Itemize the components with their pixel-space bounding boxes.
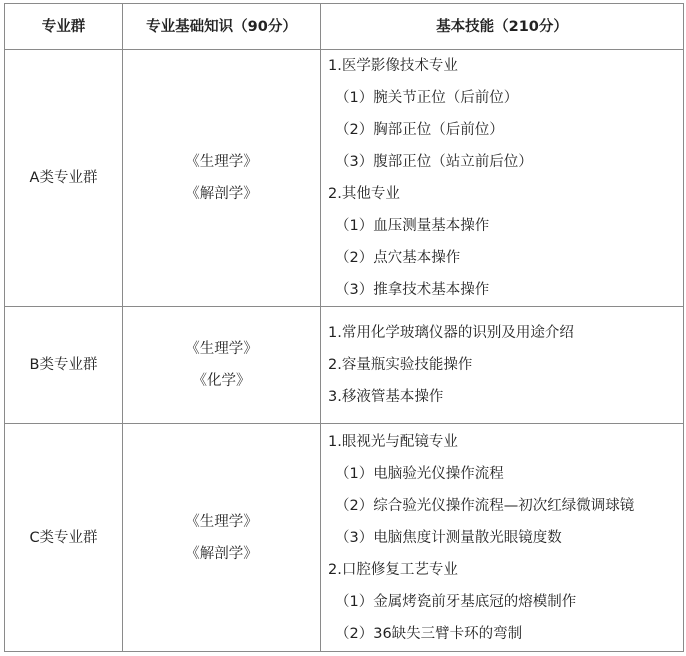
skill-subitem: （1）血压测量基本操作 [335, 218, 490, 234]
base-knowledge-cell [123, 50, 321, 307]
skill-item: 2.口腔修复工艺专业 [328, 561, 458, 578]
basic-skills-cell [321, 307, 684, 424]
header-group: 专业群 [5, 4, 123, 50]
header-base-knowledge: 专业基础知识（90分） [123, 4, 321, 50]
textbook-title: 《生理学》 [185, 513, 258, 530]
skill-subitem: （1）腕关节正位（后前位） [335, 90, 519, 106]
skills-list [328, 317, 683, 413]
skill-subitem: （3）腹部正位（站立前后位） [335, 154, 533, 170]
skill-subitem: （1）金属烤瓷前牙基底冠的熔模制作 [335, 593, 577, 610]
textbook-title: 《化学》 [192, 373, 251, 389]
skills-list [328, 50, 683, 306]
skills-list [328, 426, 683, 650]
skill-subitem: （3）推拿技术基本操作 [335, 282, 490, 298]
table-body [5, 50, 684, 652]
table-row [5, 424, 684, 652]
skill-subitem: （3）电脑焦度计测量散光眼镜度数 [335, 529, 562, 546]
textbook-title: 《解剖学》 [185, 545, 258, 562]
basic-skills-cell [321, 424, 684, 652]
basic-skills-cell [321, 50, 684, 307]
skill-subitem: （2）点穴基本操作 [335, 250, 461, 266]
skill-item: 1.常用化学玻璃仪器的识别及用途介绍 [328, 325, 574, 341]
group-name-cell: C类专业群 [5, 424, 123, 652]
table-row [5, 50, 684, 307]
exam-content-table [4, 3, 684, 652]
skill-item: 2.容量瓶实验技能操作 [328, 357, 473, 373]
base-knowledge-cell [123, 424, 321, 652]
textbook-title: 《解剖学》 [185, 186, 258, 202]
group-name-cell: A类专业群 [5, 50, 123, 307]
skill-subitem: （1）电脑验光仪操作流程 [335, 465, 504, 482]
textbook-title: 《生理学》 [185, 154, 258, 170]
table-row [5, 307, 684, 424]
skill-item: 2.其他专业 [328, 186, 400, 202]
skill-subitem: （2）综合验光仪操作流程—初次红绿微调球镜 [335, 497, 635, 514]
skill-item: 3.移液管基本操作 [328, 389, 444, 405]
skill-subitem: （2）36缺失三臂卡环的弯制 [335, 625, 523, 642]
skill-item: 1.医学影像技术专业 [328, 58, 458, 74]
group-name-cell: B类专业群 [5, 307, 123, 424]
textbook-title: 《生理学》 [185, 341, 258, 357]
skill-subitem: （2）胸部正位（后前位） [335, 122, 504, 138]
base-knowledge-cell [123, 307, 321, 424]
header-basic-skills: 基本技能（210分） [321, 4, 684, 50]
skill-item: 1.眼视光与配镜专业 [328, 433, 458, 450]
header-row [5, 4, 684, 50]
